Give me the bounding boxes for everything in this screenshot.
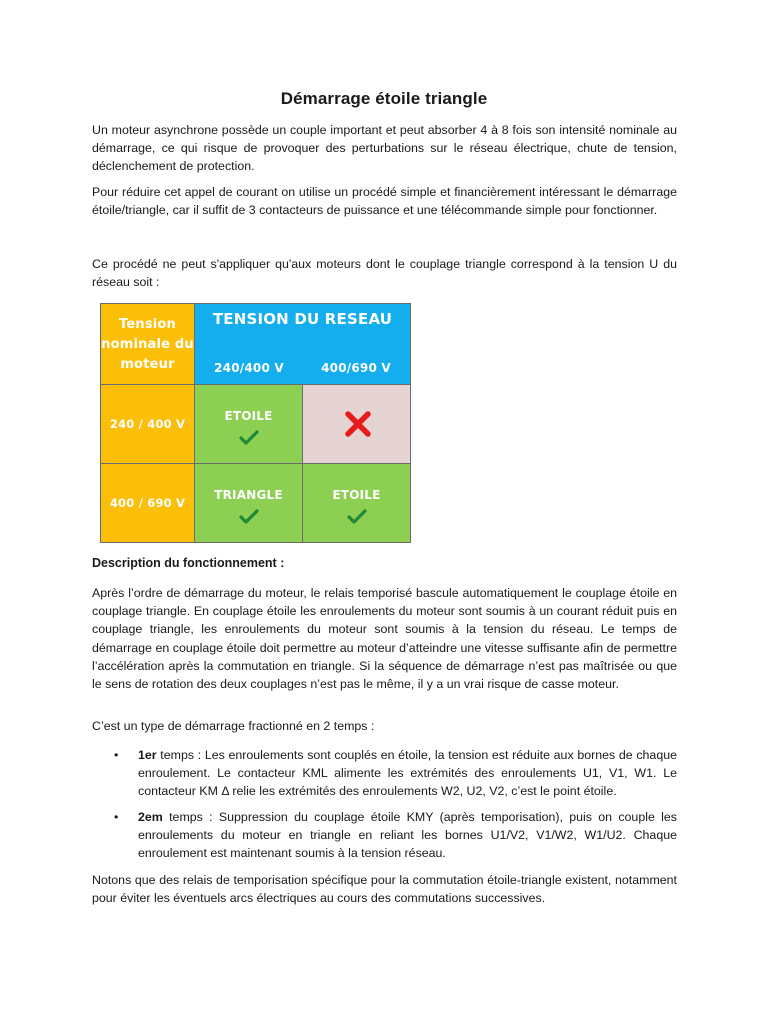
steps-intro-paragraph: C’est un type de démarrage fractionné en 2 temps : — [92, 719, 375, 733]
checkmark-icon — [347, 509, 367, 525]
table-header-motor-voltage: Tension nominale du moteur — [100, 303, 195, 385]
table-cell-etoile-1 — [194, 384, 303, 464]
bullet-text: temps : Les enroulements sont couplés en étoile, la tension est réduite aux bornes de chaque enroulement. Le contacteur KML alimente les extrémités des enroulements U1, V1, W1. Le contacteur KM Δ relie les extrémités des enroulements W2, U2, V2, c’est le point étoile. — [138, 748, 677, 799]
table-header-network-voltage: TENSION DU RESEAU — [194, 303, 411, 355]
bullet-icon: • — [114, 748, 119, 762]
operation-paragraph: Après l’ordre de démarrage du moteur, le relais temporisé bascule automatiquement le couplage étoile en couplage triangle. En couplage étoile les enroulements du moteur sont soumis à un courant réduit puis en couplage triangle, les enroulements du moteur sont soumis à la tension du réseau. Le temps de démarrage en couplage étoile doit permettre au moteur d’atteindre une vitesse suffisante afin de permettre l’accélération après la commutation en triangle. Si la séquence de démarrage n’est pas maîtrisée ou que le sens de rotation des deux couplages n’est pas le même, il y a un vrai risque de casse moteur. — [92, 586, 677, 692]
checkmark-icon — [239, 509, 259, 525]
cell-text-etoile: ETOILE — [332, 488, 381, 502]
cell-text-triangle: TRIANGLE — [214, 488, 283, 502]
page-title: Démarrage étoile triangle — [280, 89, 488, 108]
table-col-header-240-400: 240/400 V — [194, 354, 303, 385]
red-cross-icon — [342, 408, 374, 440]
table-row-label-240-400: 240 / 400 V — [100, 384, 195, 464]
cell-text-etoile: ETOILE — [224, 409, 273, 423]
table-cell-not-allowed — [302, 384, 411, 464]
bullet-bold: 1er — [138, 748, 157, 762]
bullet-text: temps : Suppression du couplage étoile KMY (après temporisation), puis on couple les enroulements du moteur en triangle en reliant les bornes U1/V2, V1/W2, W1/U2. Chaque enroulement est maintenant soumis à la tension réseau. — [138, 810, 677, 861]
section-heading: Description du fonctionnement : — [92, 556, 285, 570]
voltage-coupling-table — [100, 303, 411, 543]
bullet-bold: 2em — [138, 810, 163, 824]
checkmark-icon — [239, 430, 259, 446]
method-paragraph: Pour réduire cet appel de courant on utilise un procédé simple et financièrement intéressant le démarrage étoile/triangle, car il suffit de 3 contacteurs de puissance et une télécommande simple pour fonctionner. — [92, 185, 677, 218]
condition-paragraph: Ce procédé ne peut s'appliquer qu'aux moteurs dont le couplage triangle correspond à la tension U du réseau soit : — [92, 257, 677, 290]
conclusion-paragraph: Notons que des relais de temporisation spécifique pour la commutation étoile-triangle existent, notamment pour éviter les éventuels arcs électriques au cours des commutations successives. — [92, 873, 677, 906]
table-col-header-400-690: 400/690 V — [302, 354, 411, 385]
table-row-label-400-690: 400 / 690 V — [100, 463, 195, 543]
intro-paragraph: Un moteur asynchrone possède un couple important et peut absorber 4 à 8 fois son intensité nominale au démarrage, ce qui risque de provoquer des perturbations sur le réseau électrique, chute de tension, déclenchement de protection. — [92, 123, 677, 174]
list-item — [92, 808, 677, 863]
table-cell-triangle — [194, 463, 303, 543]
bullet-icon: • — [114, 810, 119, 824]
table-cell-etoile-2 — [302, 463, 411, 543]
list-item — [92, 746, 677, 801]
